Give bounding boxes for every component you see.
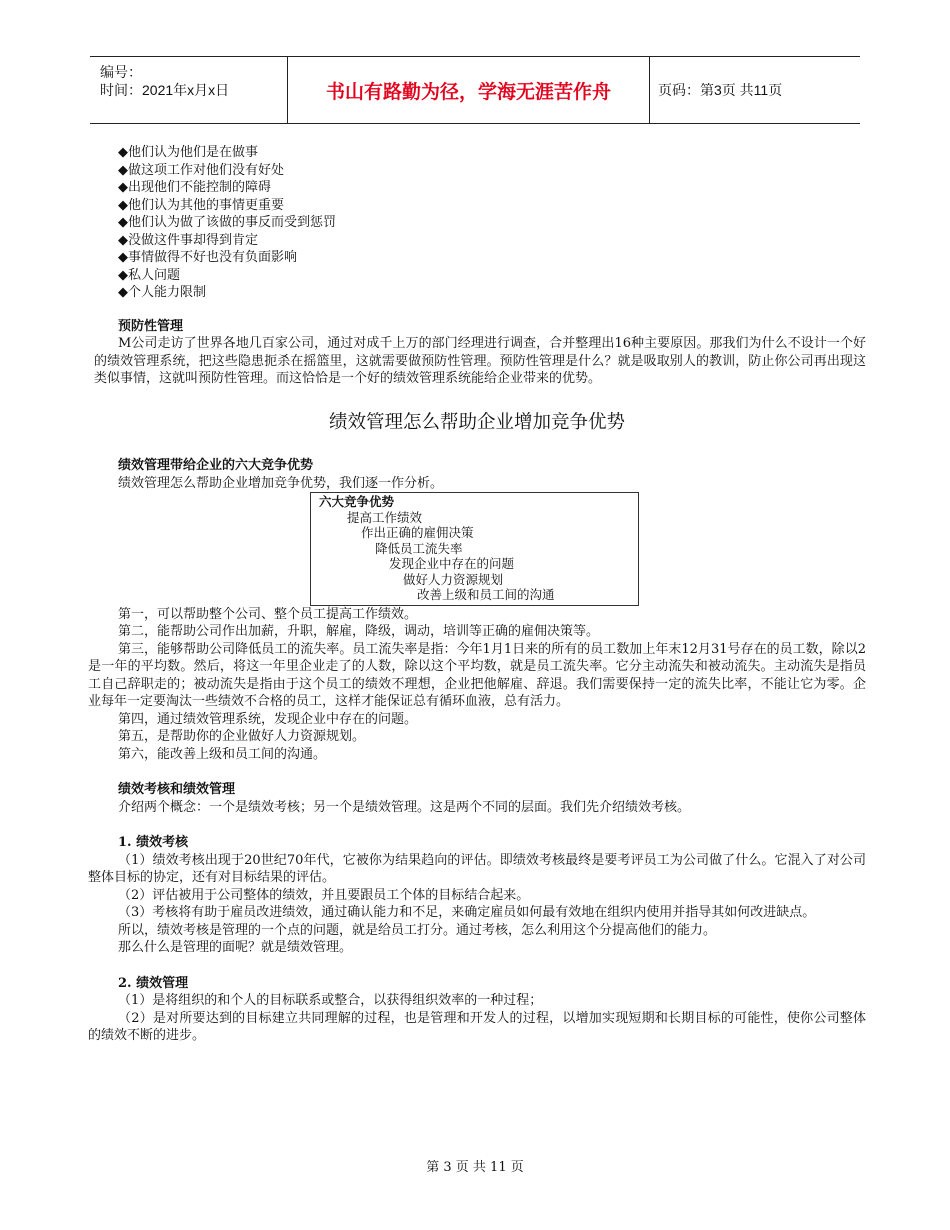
page-header — [90, 56, 860, 124]
reasons-list — [118, 144, 866, 302]
advantages-box — [310, 492, 639, 606]
advantage-item: 改善上级和员工间的沟通 — [417, 587, 555, 602]
header-page-label: 页码：第3页 共11页 — [658, 82, 783, 98]
advantages-box-title: 六大竞争优势 — [319, 494, 395, 509]
header-meta — [90, 57, 287, 123]
list-item: ◆私人问题 — [118, 267, 180, 283]
six-advantages-heading: 绩效管理带给企业的六大竞争优势 — [118, 458, 314, 473]
assessment-mgmt-heading: 绩效考核和绩效管理 — [118, 782, 236, 797]
list-item: ◆个人能力限制 — [118, 285, 206, 300]
advantage-item: 提高工作绩效 — [347, 509, 423, 525]
advantage-point: 第一，可以帮助整个公司、整个员工提高工作绩效。 — [118, 606, 418, 622]
advantage-point: 第六，能改善上级和员工间的沟通。 — [118, 746, 327, 762]
advantage-item: 降低员工流失率 — [375, 540, 463, 556]
assessment-item: （2）评估被用于公司整体的绩效，并且要跟员工个体的目标结合起来。 — [118, 887, 530, 903]
advantage-point: 第四，通过绩效管理系统，发现企业中存在的问题。 — [118, 711, 418, 727]
assessment-item: 那么什么是管理的面呢？就是绩效管理。 — [118, 940, 353, 955]
page-footer: 第 3 页 共 11 页 — [426, 1160, 524, 1175]
document-body — [88, 144, 866, 1045]
advantage-item: 作出正确的雇佣决策 — [361, 525, 474, 540]
time-label: 时间：2021年x月x日 — [100, 82, 230, 98]
assessment-item: （3）考核将有助于雇员改进绩效，通过确认能力和不足，来确定雇员如何最有效地在组织内使用并指导其如何改进缺点。 — [118, 905, 816, 920]
list-item: ◆事情做得不好也没有负面影响 — [118, 250, 297, 265]
advantage-point: 第五，是帮助你的企业做好人力资源规划。 — [118, 729, 366, 744]
assessment-item: 所以，绩效考核是管理的一个点的问题，就是给员工打分。通过考核，怎么利用这个分提高他们的能力。 — [118, 922, 717, 938]
list-item: ◆他们认为其他的事情更重要 — [118, 197, 284, 213]
advantage-point: 第二，能帮助公司作出加薪，升职，解雇，降级，调动，培训等正确的雇佣决策等。 — [118, 624, 600, 639]
number-label: 编号： — [100, 64, 142, 80]
list-item: ◆没做这件事却得到肯定 — [118, 232, 258, 248]
management-item: （2）是对所要达到的目标建立共同理解的过程，也是管理和开发人的过程，以增加实现短期和长期目标的可能性，使你公司整体的绩效不断的进步。 — [88, 1010, 866, 1043]
management-item: （1）是将组织的和个人的目标联系或整合，以获得组织效率的一种过程； — [118, 993, 543, 1008]
list-item: ◆做这项工作对他们没有好处 — [118, 162, 284, 178]
preventive-heading: 预防性管理 — [118, 318, 184, 334]
management-heading: 2. 绩效管理 — [118, 975, 189, 991]
assessment-mgmt-intro: 介绍两个概念：一个是绩效考核；另一个是绩效管理。这是两个不同的层面。我们先介绍绩效考核。 — [118, 799, 691, 815]
section-title: 绩效管理怎么帮助企业增加竞争优势 — [328, 411, 625, 433]
advantage-item: 做好人力资源规划 — [403, 571, 504, 587]
header-motto: 书山有路勤为径，学海无涯苦作舟 — [287, 57, 650, 123]
assessment-heading: 1. 绩效考核 — [118, 835, 189, 850]
preventive-paragraph: M公司走访了世界各地几百家公司，通过对成千上万的部门经理进行调查，合并整理出16种主要原因。那我们为什么不设计一个好的绩效管理系统，把这些隐患扼杀在摇篮里，这就需要做预防性管理。预防性管理是什么？就是吸取别人的教训，防止你公司再出现这类似事情，这就叫预防性管理。而这恰恰是一个好的绩效管理系统能给企业带来的优势。 — [94, 336, 866, 386]
list-item: ◆他们认为做了该做的事反而受到惩罚 — [118, 215, 336, 230]
advantage-point: 第三，能够帮助公司降低员工的流失率。员工流失率是指：今年1月1日来的所有的员工数加上年末12月31号存在的员工数，除以2是一年的平均数。然后，将这一年里企业走了的人数，除以这个平均数，就是员工流失率。它分主动流失和被动流失。主动流失是指员工自己辞职走的；被动流失是指由于这个员工的绩效不理想，企业把他解雇、辞退。我们需要保持一定的流失比率，不能让它为零。企业每年一定要淘汰一些绩效不合格的员工，这样才能保证总有循环血液，总有活力。 — [88, 641, 866, 709]
assessment-item: （1）绩效考核出现于20世纪70年代，它被你为结果趋向的评估。即绩效考核最终是要考评员工为公司做了什么。它混入了对公司整体目标的协定，还有对目标结果的评估。 — [88, 852, 866, 885]
list-item: ◆他们认为他们是在做事 — [118, 145, 258, 160]
list-item: ◆出现他们不能控制的障碍 — [118, 180, 271, 195]
six-advantages-intro: 绩效管理怎么帮助企业增加竞争优势，我们逐一作分析。 — [118, 475, 444, 491]
advantage-item: 发现企业中存在的问题 — [389, 556, 515, 571]
